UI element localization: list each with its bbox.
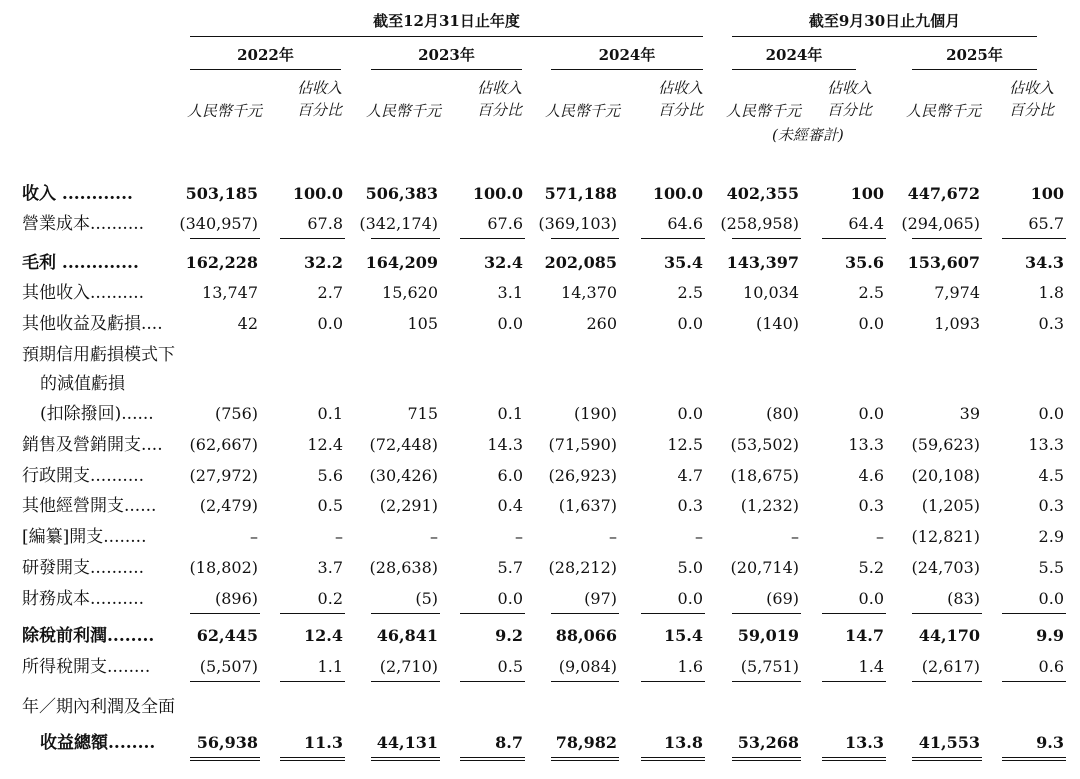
cell-percent: 0.0 [858,589,884,608]
cell-percent: 0.0 [1038,589,1064,608]
cell-amount: (71,590) [548,435,617,454]
cell-percent: 2.5 [677,283,703,302]
cell-percent: 4.7 [677,466,703,485]
row-label: 年／期內利潤及全面 [22,697,175,717]
subtotal-rule [371,613,440,614]
row-label: 營業成本.......... [22,214,145,234]
cell-percent: – [515,527,523,546]
header-rule-interim [732,36,1037,37]
subtotal-rule [371,681,440,682]
cell-percent: 100.0 [652,184,703,203]
cell-amount: (2,291) [379,496,438,515]
cell-percent: 9.9 [1036,626,1064,645]
row-label: 其他經營開支...... [22,496,157,516]
cell-amount: (80) [766,404,799,423]
row-label: 財務成本.......... [22,589,145,609]
row-label: (扣除撥回)...... [40,404,154,424]
cell-amount: 46,841 [376,626,438,645]
subtotal-rule [912,681,982,682]
cell-percent: 64.6 [667,214,703,233]
cell-percent: 0.0 [858,404,884,423]
subtotal-rule [280,238,345,239]
cell-amount: 44,170 [918,626,980,645]
cell-amount: (18,802) [189,558,258,577]
subtotal-rule [551,613,619,614]
row-label: 收入 ............ [22,184,133,204]
cell-percent: 6.0 [497,466,523,485]
subtotal-rule [280,681,345,682]
cell-amount: – [430,527,438,546]
cell-percent: 64.4 [848,214,884,233]
subtotal-rule [822,613,886,614]
cell-amount: (1,205) [921,496,980,515]
cell-percent: 15.4 [664,626,703,645]
cell-percent: 13.3 [1028,435,1064,454]
cell-amount: (20,714) [730,558,799,577]
cell-percent: 0.5 [497,657,523,676]
cell-percent: 4.5 [1038,466,1064,485]
cell-percent: 0.3 [1038,496,1064,515]
year-rule-2024-interim [732,69,856,70]
cell-percent: 67.8 [307,214,343,233]
cell-percent: 67.6 [487,214,523,233]
cell-amount: (28,212) [548,558,617,577]
cell-percent: 13.3 [845,733,884,752]
cell-percent: 0.1 [317,404,343,423]
total-double-rule [280,757,345,761]
subtotal-rule [551,681,619,682]
cell-percent: 4.6 [858,466,884,485]
cell-percent: 2.7 [317,283,343,302]
subhead-pct-2023: 佔收入 百分比 [476,79,522,119]
cell-amount: (5) [415,589,438,608]
header-group-annual: 截至12月31日止年度 [373,12,520,30]
cell-amount: (190) [573,404,617,423]
year-2025: 2025年 [946,46,1003,64]
cell-percent: 11.3 [304,733,343,752]
cell-amount: (1,232) [740,496,799,515]
cell-percent: 65.7 [1028,214,1064,233]
total-double-rule [732,757,801,761]
cell-percent: – [695,527,703,546]
cell-amount: 14,370 [561,283,617,302]
cell-amount: (27,972) [189,466,258,485]
cell-percent: 12.4 [307,435,343,454]
cell-amount: 88,066 [555,626,617,645]
cell-percent: 14.7 [845,626,884,645]
cell-amount: (9,084) [558,657,617,676]
total-double-rule [371,757,440,761]
cell-amount: 78,982 [555,733,617,752]
cell-percent: 2.9 [1038,527,1064,546]
cell-percent: – [335,527,343,546]
subtotal-rule [371,238,440,239]
cell-amount: (83) [947,589,980,608]
cell-amount: 447,672 [907,184,980,203]
cell-amount: (72,448) [369,435,438,454]
row-label: 其他收入.......... [22,283,145,303]
subtotal-rule [1002,238,1066,239]
cell-amount: (28,638) [369,558,438,577]
row-label: 收益總額........ [40,733,156,753]
year-2024: 2024年 [598,46,656,64]
cell-percent: 9.3 [1036,733,1064,752]
cell-amount: 402,355 [726,184,799,203]
cell-amount: – [791,527,799,546]
header-group-interim: 截至9月30日止九個月 [808,12,961,30]
subtotal-rule [551,238,619,239]
cell-amount: – [609,527,617,546]
cell-amount: 53,268 [737,733,799,752]
subhead-rmb-2024: 人民幣千元 [545,102,621,120]
row-label: 行政開支.......... [22,466,145,486]
cell-amount: 62,445 [196,626,258,645]
subtotal-rule [912,238,982,239]
subhead-unaudited: (未經審計) [772,126,844,144]
row-label: 所得稅開支........ [22,657,151,677]
cell-percent: 5.5 [1038,558,1064,577]
subtotal-rule [190,681,260,682]
row-label: 預期信用虧損模式下 [22,345,175,365]
cell-amount: (756) [214,404,258,423]
cell-percent: 0.0 [497,314,523,333]
cell-percent: 0.2 [317,589,343,608]
cell-percent: 2.5 [858,283,884,302]
subhead-pct-2024: 佔收入 百分比 [657,79,703,119]
cell-percent: 0.1 [497,404,523,423]
cell-amount: (5,751) [740,657,799,676]
cell-amount: 41,553 [918,733,980,752]
cell-percent: 5.0 [677,558,703,577]
cell-amount: (1,637) [558,496,617,515]
subtotal-rule [822,238,886,239]
row-label: 其他收益及虧損.... [22,314,163,334]
cell-percent: 34.3 [1025,253,1064,272]
cell-amount: (342,174) [359,214,438,233]
subhead-pct-2025: 佔收入 百分比 [1008,79,1054,119]
row-label: 銷售及營銷開支.... [22,435,163,455]
subtotal-rule [732,613,801,614]
cell-percent: 0.0 [1038,404,1064,423]
total-double-rule [822,757,886,761]
cell-percent: 0.0 [317,314,343,333]
cell-percent: 0.5 [317,496,343,515]
cell-percent: 35.6 [845,253,884,272]
subhead-rmb-2022: 人民幣千元 [187,102,263,120]
cell-amount: 39 [959,404,980,423]
cell-amount: (20,108) [911,466,980,485]
cell-percent: 12.4 [304,626,343,645]
cell-amount: 42 [237,314,258,333]
cell-percent: 0.0 [677,589,703,608]
cell-amount: (2,479) [199,496,258,515]
year-rule-2022 [190,69,341,70]
row-label: [編纂]開支........ [22,527,147,547]
cell-percent: 1.1 [317,657,343,676]
cell-amount: 105 [407,314,438,333]
cell-amount: (30,426) [369,466,438,485]
subtotal-rule [190,613,260,614]
header-rule-annual [190,36,703,37]
year-2022: 2022年 [237,46,294,64]
cell-percent: – [876,527,884,546]
subtotal-rule [1002,681,1066,682]
subtotal-rule [460,238,525,239]
cell-percent: 100.0 [472,184,523,203]
subhead-pct-2022: 佔收入 百分比 [296,79,342,119]
cell-amount: (896) [214,589,258,608]
cell-percent: 3.7 [317,558,343,577]
subhead-rmb-2024-interim: 人民幣千元 [726,102,802,120]
cell-percent: 13.8 [664,733,703,752]
subtotal-rule [280,613,345,614]
cell-percent: 100.0 [292,184,343,203]
cell-percent: 9.2 [495,626,523,645]
cell-amount: (258,958) [720,214,799,233]
cell-amount: 56,938 [196,733,258,752]
cell-amount: (5,507) [199,657,258,676]
subtotal-rule [822,681,886,682]
cell-amount: 202,085 [544,253,617,272]
cell-amount: 506,383 [365,184,438,203]
cell-amount: 162,228 [185,253,258,272]
subtotal-rule [641,613,705,614]
cell-percent: 0.0 [858,314,884,333]
cell-percent: 35.4 [664,253,703,272]
cell-amount: (369,103) [538,214,617,233]
cell-percent: 32.4 [484,253,523,272]
cell-amount: 715 [407,404,438,423]
row-label: 毛利 ............. [22,253,139,273]
cell-percent: 0.3 [858,496,884,515]
cell-percent: 1.6 [677,657,703,676]
cell-percent: 0.0 [677,314,703,333]
cell-percent: 12.5 [667,435,703,454]
cell-percent: 5.2 [858,558,884,577]
cell-amount: 7,974 [934,283,980,302]
subtotal-rule [1002,613,1066,614]
subtotal-rule [912,613,982,614]
cell-amount: 143,397 [726,253,799,272]
subtotal-rule [641,681,705,682]
cell-amount: (97) [584,589,617,608]
cell-percent: 0.4 [497,496,523,515]
total-double-rule [551,757,619,761]
total-double-rule [912,757,982,761]
total-double-rule [641,757,705,761]
year-rule-2025 [912,69,1037,70]
cell-amount: (2,617) [921,657,980,676]
subhead-pct-2024-interim: 佔收入 百分比 [826,79,872,119]
cell-amount: (69) [766,589,799,608]
cell-percent: 3.1 [497,283,523,302]
total-double-rule [1002,757,1066,761]
cell-percent: 5.6 [317,466,343,485]
cell-percent: 0.0 [497,589,523,608]
subtotal-rule [460,681,525,682]
cell-amount: 164,209 [365,253,438,272]
total-double-rule [460,757,525,761]
cell-percent: 0.3 [1038,314,1064,333]
cell-amount: (340,957) [179,214,258,233]
cell-amount: 13,747 [202,283,258,302]
cell-amount: 571,188 [544,184,617,203]
row-label: 除稅前利潤........ [22,626,155,646]
cell-percent: 100 [850,184,884,203]
cell-amount: 44,131 [376,733,438,752]
cell-amount: 59,019 [737,626,799,645]
cell-amount: (12,821) [911,527,980,546]
subhead-rmb-2023: 人民幣千元 [366,102,442,120]
total-double-rule [190,757,260,761]
cell-percent: 5.7 [497,558,523,577]
subtotal-rule [190,238,260,239]
cell-amount: 503,185 [185,184,258,203]
cell-percent: 0.0 [677,404,703,423]
year-rule-2023 [371,69,522,70]
cell-amount: (294,065) [901,214,980,233]
cell-amount: (26,923) [548,466,617,485]
cell-percent: 1.8 [1038,283,1064,302]
subhead-rmb-2025: 人民幣千元 [906,102,982,120]
cell-amount: (59,623) [911,435,980,454]
cell-percent: 14.3 [487,435,523,454]
year-2023: 2023年 [418,46,475,64]
cell-amount: (24,703) [911,558,980,577]
cell-amount: (18,675) [730,466,799,485]
cell-amount: (140) [755,314,799,333]
year-rule-2024 [551,69,703,70]
cell-percent: 100 [1030,184,1064,203]
cell-amount: 1,093 [934,314,980,333]
year-2024-interim: 2024年 [765,46,823,64]
cell-amount: 10,034 [743,283,799,302]
cell-percent: 13.3 [848,435,884,454]
cell-percent: 0.6 [1038,657,1064,676]
subtotal-rule [460,613,525,614]
cell-amount: (62,667) [189,435,258,454]
cell-percent: 32.2 [304,253,343,272]
cell-amount: 260 [586,314,617,333]
subtotal-rule [641,238,705,239]
row-label: 研發開支.......... [22,558,145,578]
cell-amount: – [250,527,258,546]
cell-amount: (53,502) [730,435,799,454]
cell-amount: 153,607 [907,253,980,272]
cell-percent: 0.3 [677,496,703,515]
cell-percent: 8.7 [495,733,523,752]
subtotal-rule [732,238,801,239]
cell-amount: (2,710) [379,657,438,676]
row-label: 的減值虧損 [40,374,125,394]
cell-percent: 1.4 [858,657,884,676]
cell-amount: 15,620 [382,283,438,302]
subtotal-rule [732,681,801,682]
